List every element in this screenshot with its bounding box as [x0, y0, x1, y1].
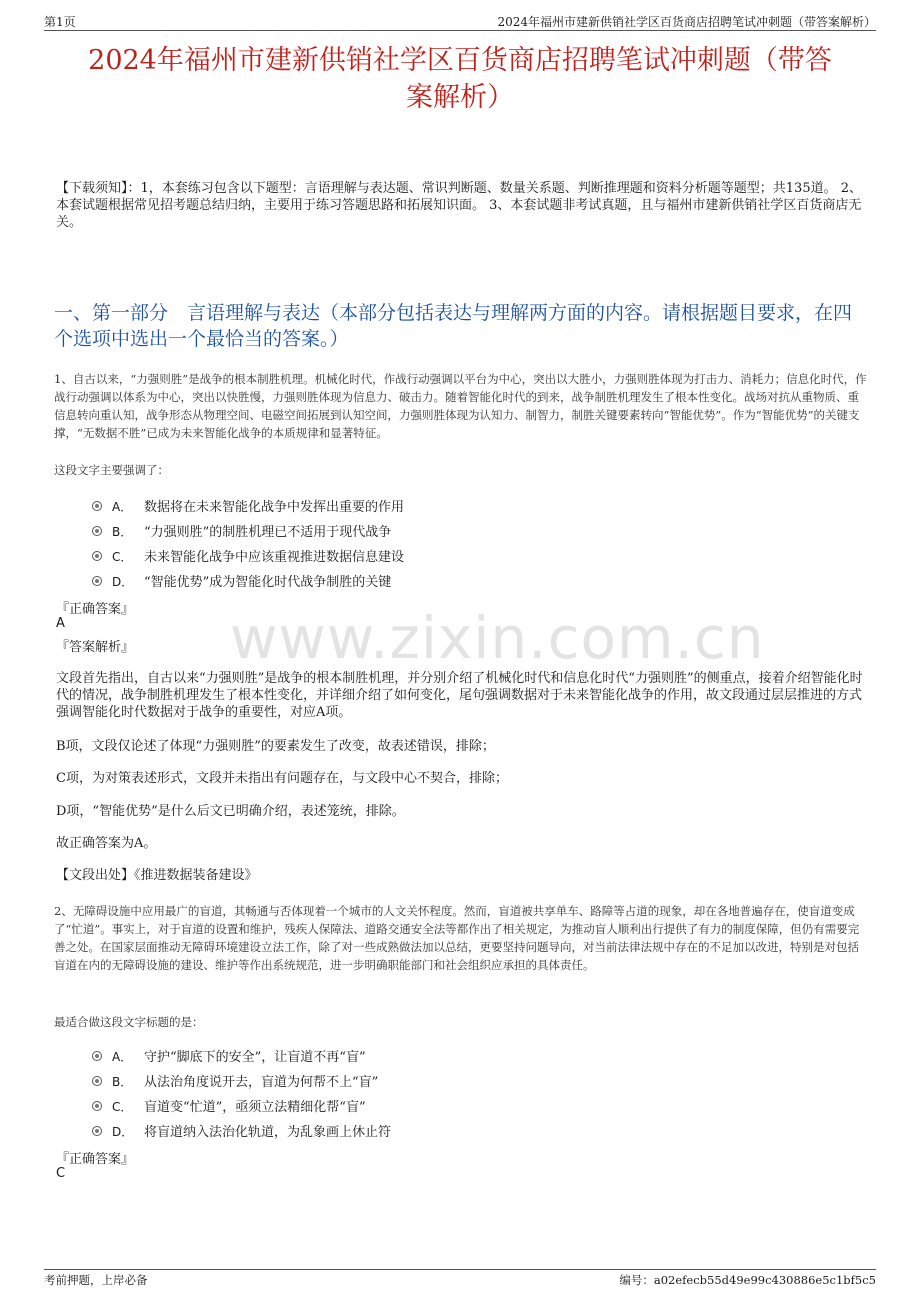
question-1-options: [92, 496, 404, 596]
section-heading: 一、第一部分 言语理解与表达（本部分包括表达与理解两方面的内容。请根据题目要求，在四个选项中选出一个最恰当的答案。）: [54, 302, 853, 350]
page-footer: [44, 1269, 876, 1286]
radio-icon[interactable]: [92, 1126, 102, 1136]
question-2-stem: 2、无障碍设施中应用最广的盲道，其畅通与否体现着一个城市的人文关怀程度。然而，盲道被共享单车、路障等占道的现象，却在各地普遍存在，使盲道变成了“忙道”。事实上，对于盲道的设置和维护，残疾人保障法、道路交通安全法等都作出了相关规定，为推动盲人顺利出行提供了有力的制度保障，但仍有需要完善之处。在国家层面推动无障碍环境建设立法工作，除了对一些成熟做法加以总结，更要坚持问题导向，对当前法律法规中存在的不足加以改进，特别是对包括盲道在内的无障碍设施的建设、维护等作出系统规范，进一步明确职能部门和社会组织应承担的具体责任。: [54, 904, 860, 972]
watermark: www.zixin.com.cn: [230, 604, 765, 672]
question-2-ask: 最适合做这段文字标题的是：: [54, 1015, 204, 1029]
page-header: [44, 10, 876, 31]
document-title: [40, 42, 880, 116]
footer-slogan: 考前押题，上岸必备: [44, 1273, 148, 1287]
title-line-1: 2024年福州市建新供销社学区百货商店招聘笔试冲刺题（带答: [88, 45, 832, 76]
correct-answer-tag: 『正确答案』: [56, 602, 135, 617]
analysis-b-note: B项，文段仅论述了体现“力强则胜”的要素发生了改变，故表述错误，排除；: [56, 739, 495, 754]
correct-answer-tag: 『正确答案』: [56, 1152, 135, 1167]
option-d[interactable]: D． “智能优势”成为智能化时代战争制胜的关键: [92, 571, 404, 596]
analysis-conclusion: 故正确答案为A。: [56, 836, 157, 851]
passage-source: 【文段出处】《推进数据装备建设》: [56, 868, 258, 883]
question-2-options: [92, 1046, 391, 1146]
option-c[interactable]: C． 盲道变“忙道”，亟须立法精细化帮“盲”: [92, 1096, 391, 1121]
option-d[interactable]: D． 将盲道纳入法治化轨道，为乱象画上休止符: [92, 1121, 391, 1146]
correct-answer: A: [56, 616, 65, 631]
radio-icon[interactable]: [92, 576, 102, 586]
option-a[interactable]: A． 守护“脚底下的安全”，让盲道不再“盲”: [92, 1046, 391, 1071]
page-number: 第1页: [44, 15, 76, 29]
analysis-c-note: C项，为对策表述形式，文段并未指出有问题存在，与文段中心不契合，排除；: [56, 771, 508, 786]
analysis-text: 文段首先指出，自古以来“力强则胜”是战争的根本制胜机理，并分别介绍了机械化时代和信息化时代“力强则胜”的侧重点，接着介绍智能化时代的情况，战争制胜机理发生了根本性变化，并详细介绍了如何变化，尾句强调数据对于未来智能化战争的作用，故文段通过层层推进的方式强调智能化时代数据对于战争的重要性，对应A项。: [56, 671, 863, 720]
radio-icon[interactable]: [92, 1101, 102, 1111]
download-notice: 【下载须知】：1，本套练习包含以下题型：言语理解与表达题、常识判断题、数量关系题、判断推理题和资料分析题等题型；共135道。 2、本套试题根据常见招考题总结归纳，主要用于练习答题思路和拓展知识面。 3、本套试题非考试真题，且与福州市建新供销社学区百货商店无关。: [56, 181, 862, 230]
question-1-stem: 1、自古以来，“力强则胜”是战争的根本制胜机理。机械化时代，作战行动强调以平台为中心，突出以大胜小，力强则胜体现为打击力、消耗力；信息化时代，作战行动强调以体系为中心，突出以快胜慢，力强则胜体现为信息力、破击力。随着智能化时代的到来，战争制胜机理发生了根本性变化。战场对抗从重物质、重信息转向重认知，战争形态从物理空间、电磁空间拓展到认知空间，力强则胜体现为认知力、制智力，制胜关键要素转向“智能优势”。作为“智能优势”的关键支撑，“无数据不胜”已成为未来智能化战争的本质规律和显著特征。: [54, 372, 867, 440]
option-a[interactable]: A． 数据将在未来智能化战争中发挥出重要的作用: [92, 496, 404, 521]
footer-doc-id: 编号：a02efecb55d49e99c430886e5c1bf5c5: [619, 1273, 876, 1287]
radio-icon[interactable]: [92, 1051, 102, 1061]
correct-answer: C: [56, 1166, 66, 1181]
analysis-d-note: D项，“智能优势”是什么后文已明确介绍，表述笼统，排除。: [56, 804, 405, 819]
option-b[interactable]: B． “力强则胜”的制胜机理已不适用于现代战争: [92, 521, 404, 546]
radio-icon[interactable]: [92, 1076, 102, 1086]
analysis-tag: 『答案解析』: [56, 640, 135, 655]
title-line-2: 案解析）: [406, 82, 514, 113]
option-b[interactable]: B． 从法治角度说开去，盲道为何帮不上“盲”: [92, 1071, 391, 1096]
radio-icon[interactable]: [92, 501, 102, 511]
header-doc-title: 2024年福州市建新供销社学区百货商店招聘笔试冲刺题（带答案解析）: [497, 15, 876, 29]
radio-icon[interactable]: [92, 551, 102, 561]
question-1-ask: 这段文字主要强调了：: [54, 463, 169, 477]
option-c[interactable]: C． 未来智能化战争中应该重视推进数据信息建设: [92, 546, 404, 571]
radio-icon[interactable]: [92, 526, 102, 536]
